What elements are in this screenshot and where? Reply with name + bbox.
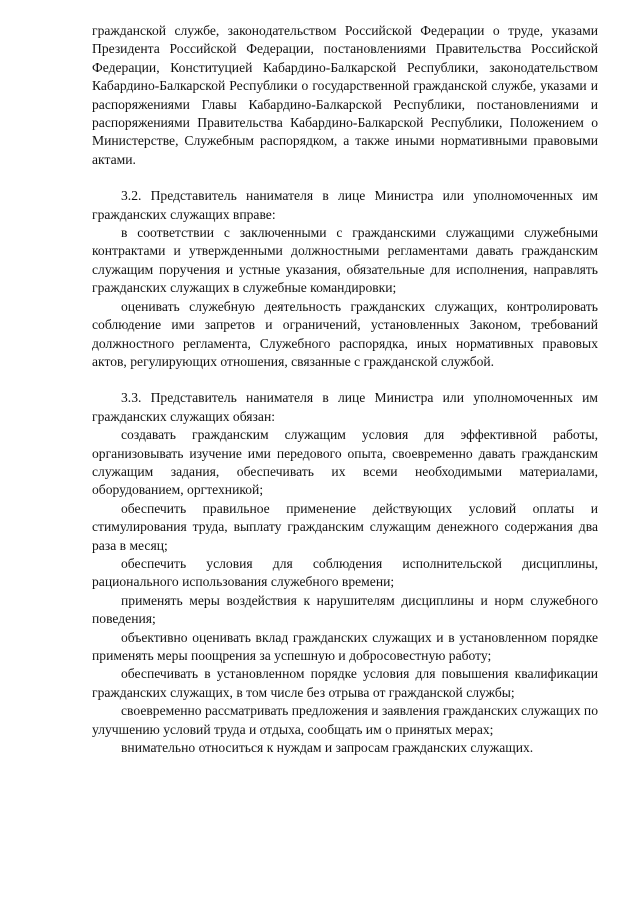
- section-3-2-heading: 3.2. Представитель нанимателя в лице Министра или уполномоченных им гражданских служащих вправе:: [92, 188, 598, 222]
- document-page: [92, 22, 598, 757]
- section-3-3-item: обеспечить правильное применение действующих условий оплаты и стимулирования труда, выплату гражданским служащим денежного содержания два раза в месяц;: [92, 500, 598, 553]
- section-3-3-item: применять меры воздействия к нарушителям дисциплины и норм служебного поведения;: [92, 592, 598, 627]
- section-3-2-item: оценивать служебную деятельность гражданских служащих, контролировать соблюдение ими запретов и ограничений, установленных Законом, требований должностного регламента, Служебного распорядка, иных нормативных правовых актов, регулирующих отношения, связанные с гражданской службой.: [92, 298, 598, 369]
- section-3-3-item: обеспечивать в установленном порядке условия для повышения квалификации гражданских служащих, в том числе без отрыва от гражданской службы;: [92, 666, 598, 700]
- section-3-3-item: объективно оценивать вклад гражданских служащих и в установленном порядке применять меры поощрения за успешную и добросовестную работу;: [92, 629, 598, 663]
- section-3-3-item: внимательно относиться к нуждам и запросам гражданских служащих.: [121, 740, 534, 756]
- section-3-3-heading: 3.3. Представитель нанимателя в лице Министра или уполномоченных им гражданских служащих обязан:: [92, 390, 598, 424]
- section-3-3-item: обеспечить условия для соблюдения исполнительской дисциплины, рационального использования служебного времени;: [92, 555, 598, 590]
- paragraph-continuation: гражданской службе, законодательством Российской Федерации о труде, указами Президента Российской Федерации, постановлениями Правительства Российской Федерации, Конституцией Кабардино-Балкарской Республики, законодательством Кабардино-Балкарской Республики о государственной гражданской службе, указами и распоряжениями Главы Кабардино-Балкарской Республики, постановлениями и распоряжениями Правительства Кабардино-Балкарской Республики, Положением о Министерстве, Служебным распорядком, а также иными нормативными правовыми актами.: [92, 23, 598, 167]
- section-3-3-item: создавать гражданским служащим условия для эффективной работы, организовывать изучение ими передового опыта, своевременно давать гражданским служащим задания, обеспечивать их всеми необходимыми материалами, оборудованием, оргтехникой;: [92, 427, 598, 498]
- section-3-3-item: своевременно рассматривать предложения и заявления гражданских служащих по улучшению условий труда и отдыха, сообщать им о принятых мерах;: [92, 703, 598, 737]
- section-3-2-item: в соответствии с заключенными с гражданскими служащими служебными контрактами и утвержденными должностными регламентами давать гражданским служащим поручения и устные указания, обязательные для исполнения, направлять гражданских служащих в служебные командировки;: [92, 225, 598, 296]
